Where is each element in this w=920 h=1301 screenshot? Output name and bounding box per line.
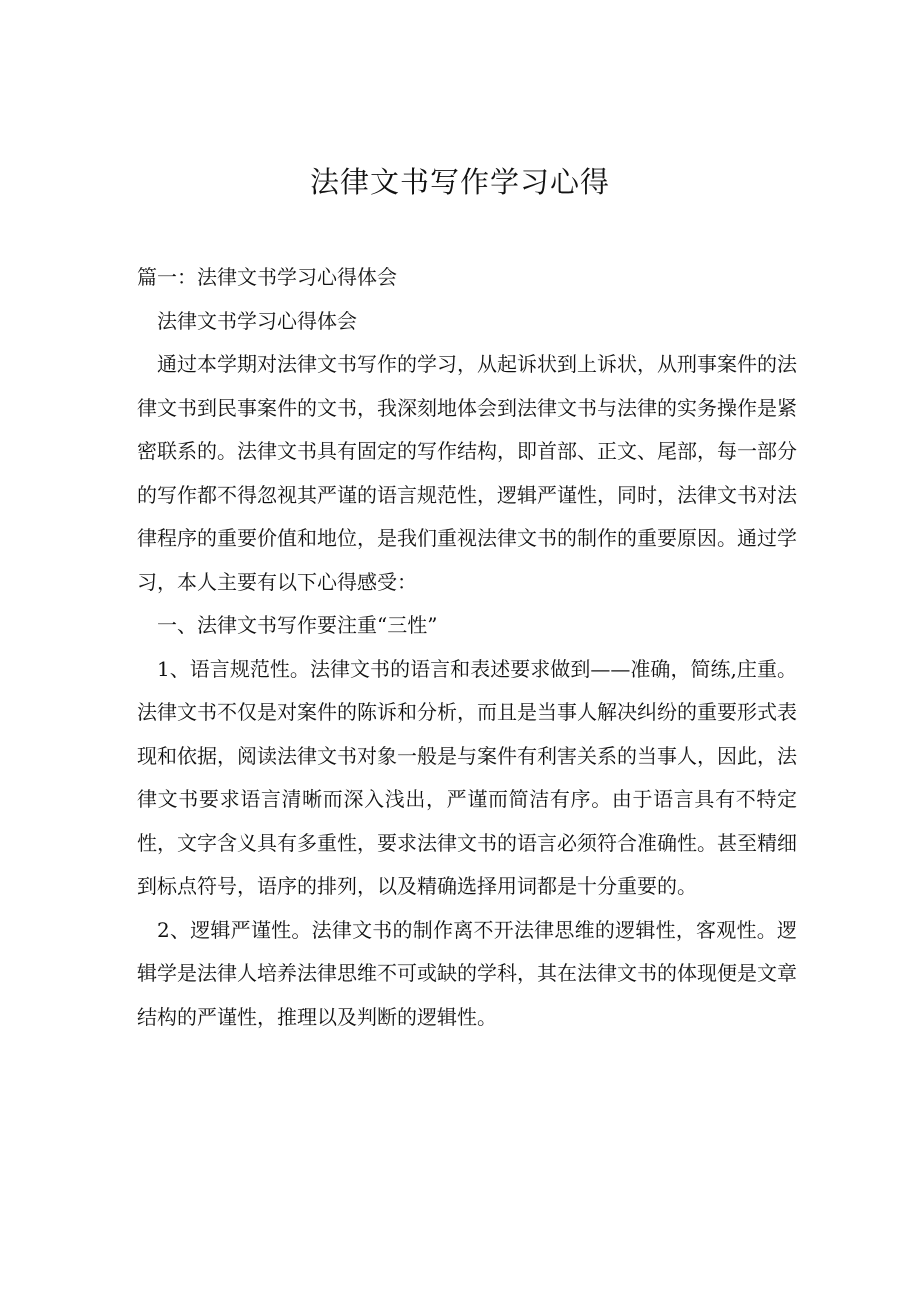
section-heading: 篇一：法律文书学习心得体会	[137, 265, 397, 289]
sub-heading: 法律文书学习心得体会	[157, 308, 357, 333]
paragraph-logical-rigor: 2、逻辑严谨性。法律文书的制作离不开法律思维的逻辑性，客观性。逻辑学是法律人培养法律思维不可或缺的学科，其在法律文书的体现便是文章结构的严谨性，推理以及判断的逻辑性。	[137, 917, 797, 1029]
document-body	[137, 256, 797, 1039]
paragraph-language-normativity: 1、语言规范性。法律文书的语言和表述要求做到——准确，简练,庄重。法律文书不仅是对案件的陈诉和分析，而且是当事人解决纠纷的重要形式表现和依据，阅读法律文书对象一般是与案件有利害关系的当事人，因此，法律文书要求语言清晰而深入浅出，严谨而简洁有序。由于语言具有不特定性，文字含义具有多重性，要求法律文书的语言必须符合准确性。甚至精细到标点符号，语序的排列，以及精确选择用词都是十分重要的。	[137, 656, 797, 898]
document-title: 法律文书写作学习心得	[309, 165, 610, 199]
paragraph-intro: 通过本学期对法律文书写作的学习，从起诉状到上诉状，从刑事案件的法律文书到民事案件的文书，我深刻地体会到法律文书与法律的实务操作是紧密联系的。法律文书具有固定的写作结构，即首部、正文、尾部，每一部分的写作都不得忽视其严谨的语言规范性，逻辑严谨性，同时，法律文书对法律程序的重要价值和地位，是我们重视法律文书的制作的重要原因。通过学习，本人主要有以下心得感受：	[137, 352, 797, 594]
paragraph-three-properties-heading: 一、法律文书写作要注重“三性”	[157, 613, 438, 637]
